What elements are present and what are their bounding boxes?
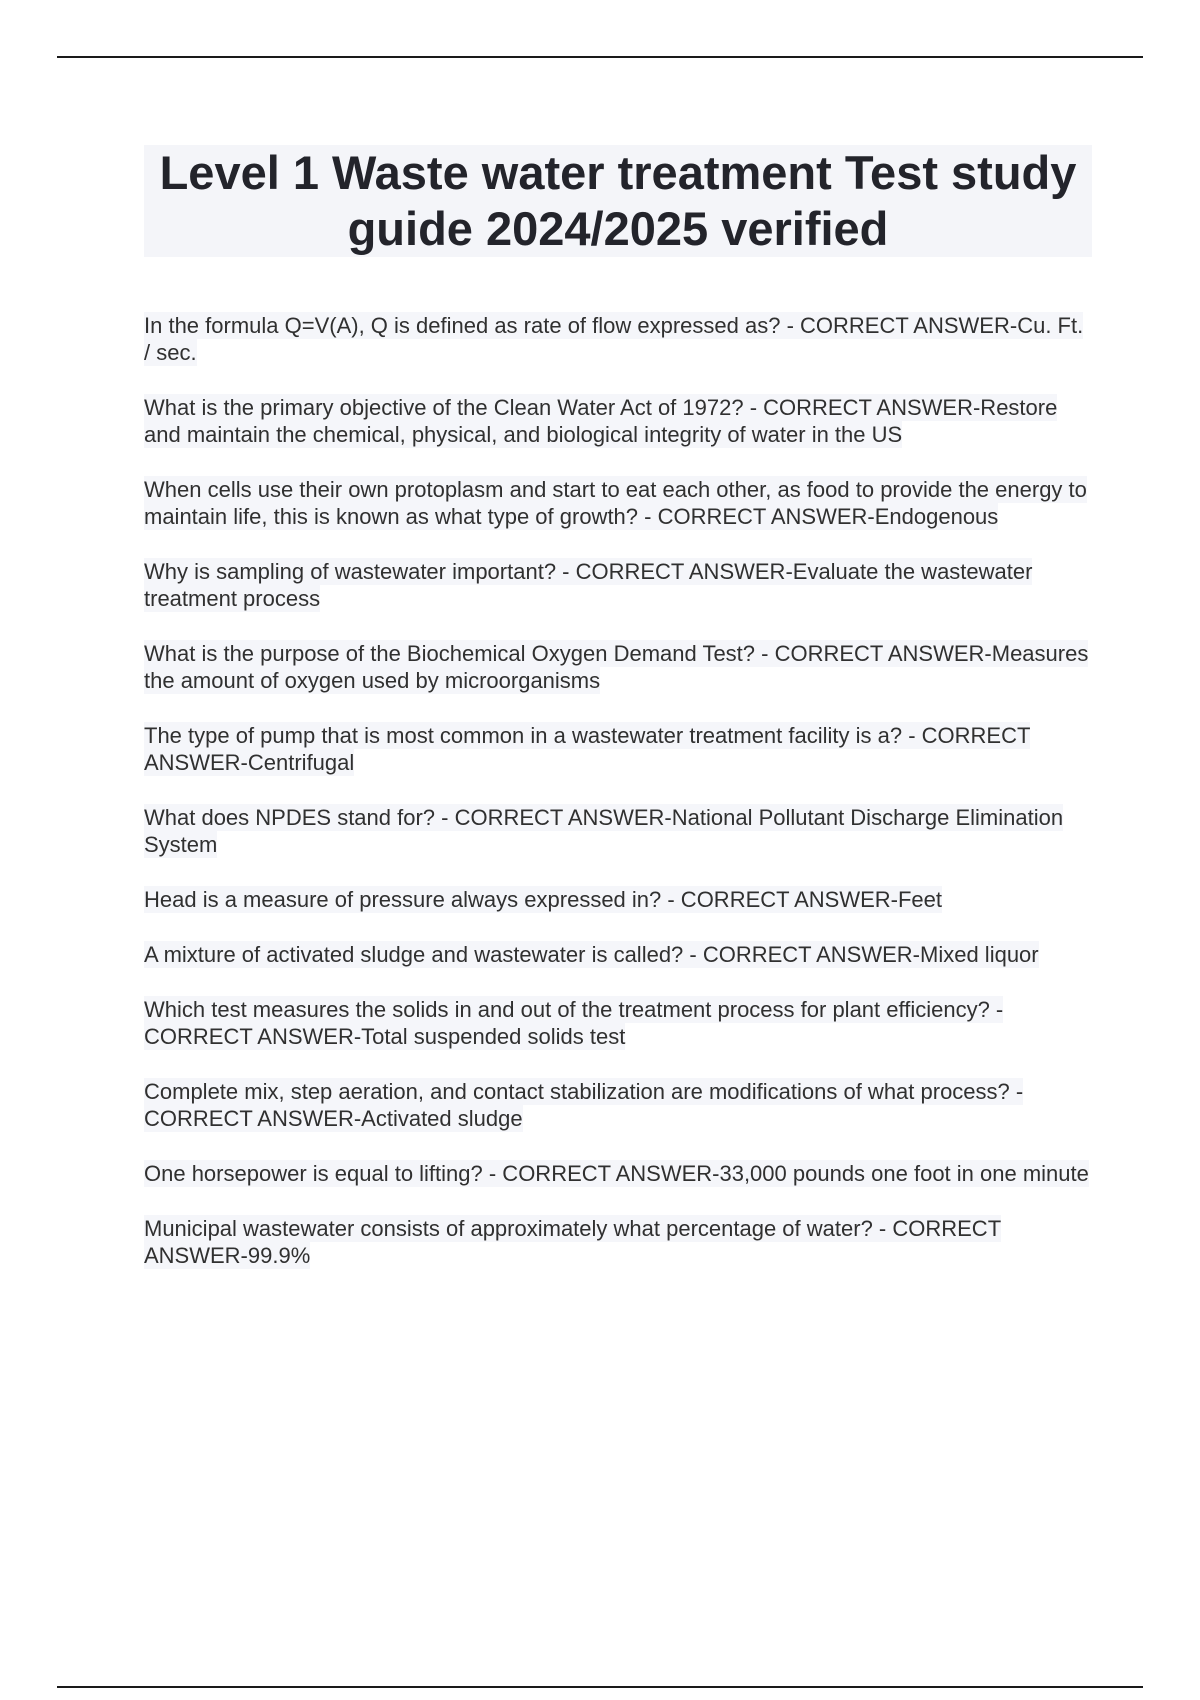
title-banner <box>144 145 1092 257</box>
qa-text: When cells use their own protoplasm and start to eat each other, as food to provide the energy to maintain life, this is known as what type of growth? - CORRECT ANSWER-Endogenous <box>144 477 1087 529</box>
qa-item <box>144 941 1094 968</box>
qa-text: In the formula Q=V(A), Q is defined as rate of flow expressed as? - CORRECT ANSWER-Cu. Ft. / sec. <box>144 313 1084 365</box>
qa-text: Which test measures the solids in and out of the treatment process for plant efficiency? - CORRECT ANSWER-Total suspended solids test <box>144 997 1004 1049</box>
qa-item <box>144 476 1094 530</box>
qa-text: A mixture of activated sludge and wastewater is called? - CORRECT ANSWER-Mixed liquor <box>144 942 1039 967</box>
qa-item <box>144 558 1094 612</box>
qa-item <box>144 996 1094 1050</box>
qa-text: Head is a measure of pressure always expressed in? - CORRECT ANSWER-Feet <box>144 887 942 912</box>
qa-item <box>144 394 1094 448</box>
qa-item <box>144 1215 1094 1269</box>
footer-rule <box>57 1686 1143 1688</box>
document-title: Level 1 Waste water treatment Test study guide 2024/2025 verified <box>159 146 1077 255</box>
qa-text: The type of pump that is most common in a wastewater treatment facility is a? - CORRECT ANSWER-Centrifugal <box>144 723 1031 775</box>
qa-item <box>144 312 1094 366</box>
qa-item <box>144 886 1094 913</box>
qa-item <box>144 722 1094 776</box>
qa-item <box>144 1078 1094 1132</box>
qa-item <box>144 804 1094 858</box>
qa-text: What is the purpose of the Biochemical Oxygen Demand Test? - CORRECT ANSWER-Measures the amount of oxygen used by microorganisms <box>144 641 1089 693</box>
qa-text: What is the primary objective of the Clean Water Act of 1972? - CORRECT ANSWER-Restore and maintain the chemical, physical, and biological integrity of water in the US <box>144 395 1058 447</box>
qa-text: Why is sampling of wastewater important? - CORRECT ANSWER-Evaluate the wastewater treatment process <box>144 559 1033 611</box>
qa-item <box>144 1160 1094 1187</box>
qa-item <box>144 640 1094 694</box>
qa-text: What does NPDES stand for? - CORRECT ANSWER-National Pollutant Discharge Elimination System <box>144 805 1064 857</box>
qa-text: Municipal wastewater consists of approximately what percentage of water? - CORRECT ANSWER-99.9% <box>144 1216 1002 1268</box>
qa-text: Complete mix, step aeration, and contact stabilization are modifications of what process? - CORRECT ANSWER-Activated sludge <box>144 1079 1024 1131</box>
header-rule <box>57 56 1143 58</box>
qa-list <box>144 312 1094 1297</box>
qa-text: One horsepower is equal to lifting? - CORRECT ANSWER-33,000 pounds one foot in one minute <box>144 1161 1089 1186</box>
